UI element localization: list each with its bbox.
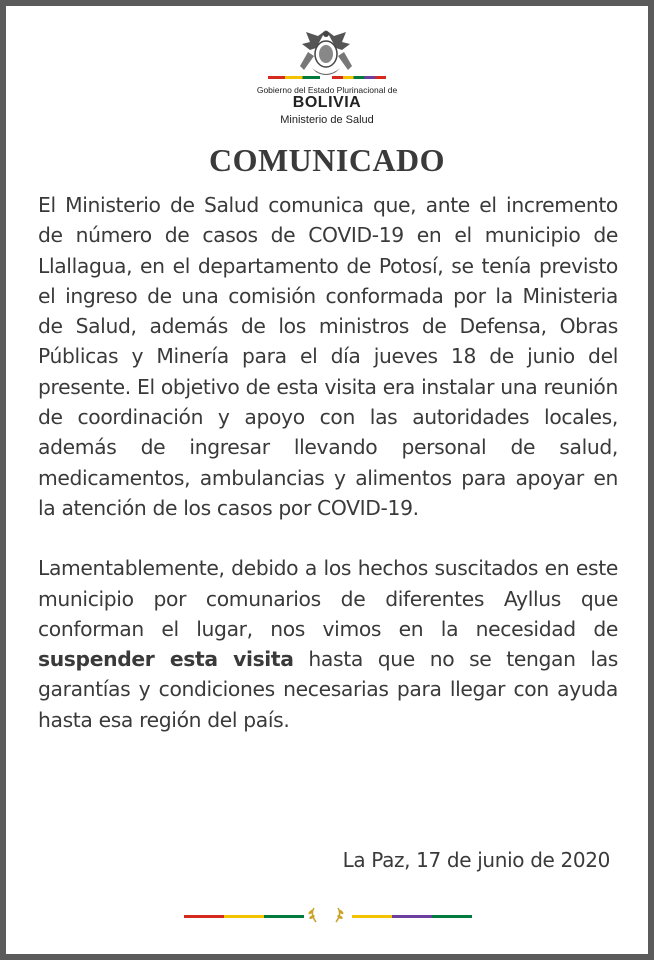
ministry-header: [6, 6, 648, 146]
footer-ornament: [176, 906, 476, 926]
paragraph-2: [38, 553, 618, 735]
paragraph-1: El Ministerio de Salud comunica que, ante el incremento de número de casos de COVID-19 en el municipio de Llallagua, en el departamento de Potosí, se tenía previsto el ingreso de una comisión conformada por la Ministeria de Salud, además de los ministros de Defensa, Obras Públicas y Minería para el día jueves 18 de junio del presente. El objetivo de esta visita era instalar una reunión de coordinación y apoyo con las autoridades locales, además de ingresar llevando personal de salud, medicamentos, ambulancias y alimentos para apoyar en la atención de los casos por COVID-19.: [38, 193, 618, 520]
tricolor-bar-right: [332, 76, 386, 79]
paragraph-2-emphasis: suspender esta visita: [38, 647, 294, 672]
document-title: COMUNICADO: [208, 142, 446, 178]
document-page: [6, 6, 648, 954]
ministry-name: Ministerio de Salud: [280, 114, 374, 126]
country-name: BOLIVIA: [292, 94, 362, 111]
laurel-icon: [308, 908, 345, 922]
place-and-date: La Paz, 17 de junio de 2020: [342, 848, 610, 872]
paragraph-2-start: Lamentablemente, debido a los hechos suscitados en este municipio por comunarios de diferentes Ayllus que conforman el lugar, nos vimos en la necesidad de: [38, 556, 618, 641]
paragraph-2-end: hasta que no se tengan las garantías y condiciones necesarias para llegar con ayuda hasta esa región del país.: [38, 647, 619, 732]
coat-of-arms-icon: [296, 26, 356, 80]
tricolor-bar-left: [268, 76, 320, 79]
document-body: [38, 190, 618, 735]
government-line: Gobierno del Estado Plurinacional de: [256, 85, 398, 95]
